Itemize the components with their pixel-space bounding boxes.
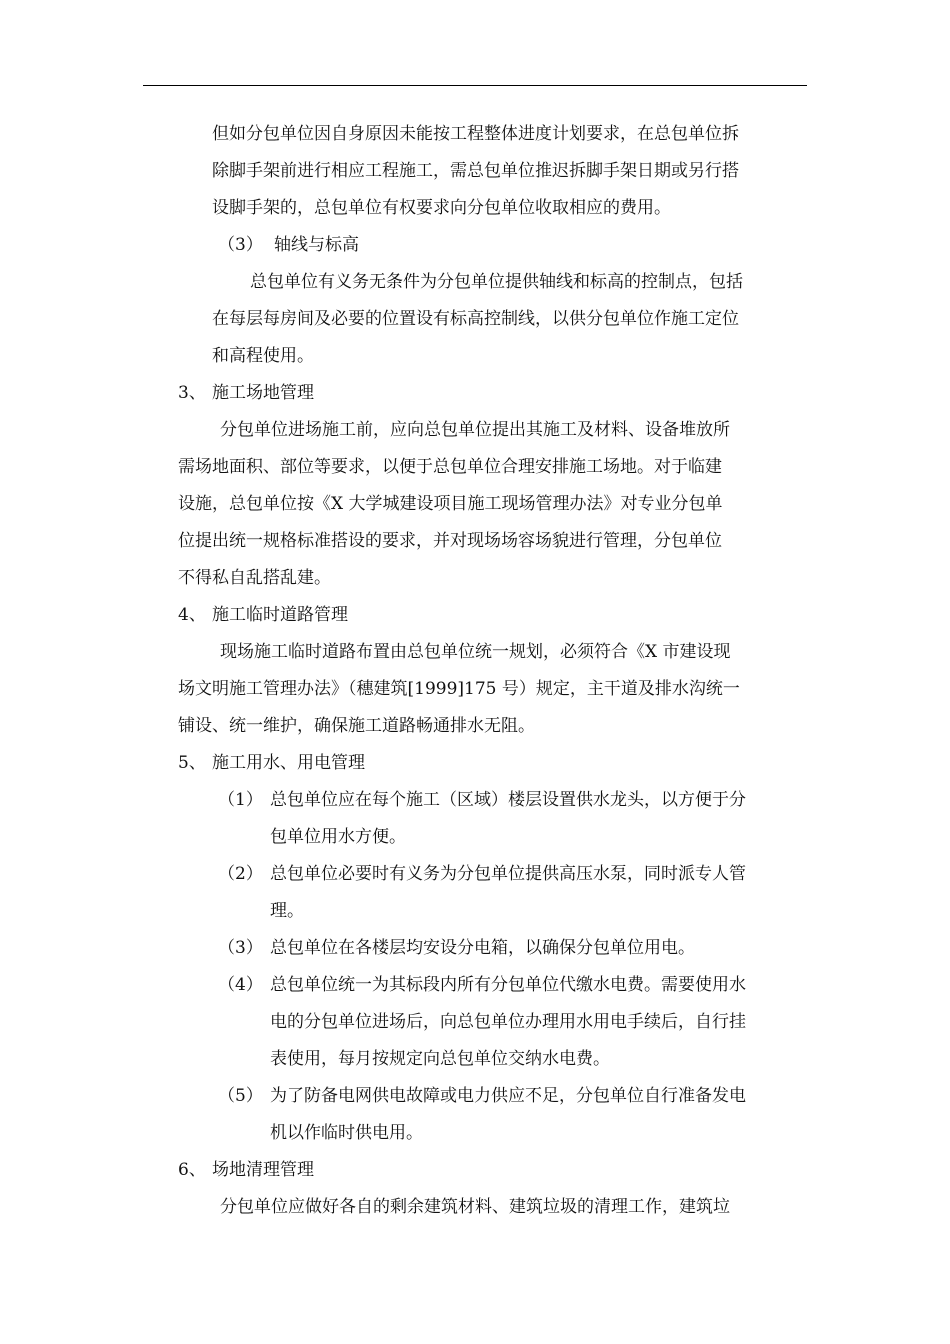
section-title: 施工用水、用电管理 [212, 753, 365, 773]
list-item: （2） 总包单位必要时有义务为分包单位提供高压水泵，同时派专人管 [178, 856, 818, 893]
paragraph-line: 铺设、统一维护，确保施工道路畅通排水无阻。 [178, 716, 535, 736]
section-heading [178, 745, 818, 782]
paragraph-line: 场文明施工管理办法》（穗建筑[1999]175 号）规定，主干道及排水沟统一 [178, 679, 740, 699]
paragraph-line: 不得私自乱搭乱建。 [178, 568, 331, 588]
document-body [178, 116, 818, 1226]
section-number: 4、 [178, 605, 206, 625]
paragraph-line: 位提出统一规格标准搭设的要求，并对现场场容场貌进行管理，分包单位 [178, 531, 722, 551]
paragraph-line: 分包单位进场施工前，应向总包单位提出其施工及材料、设备堆放所 [220, 420, 730, 440]
header-rule [143, 85, 807, 86]
section-title: 施工场地管理 [212, 383, 314, 403]
list-item-number: （3） [218, 938, 263, 958]
subsection-title: 轴线与标高 [274, 235, 359, 255]
section-heading [178, 1152, 818, 1189]
section-heading [178, 597, 818, 634]
list-item: （4） 总包单位统一为其标段内所有分包单位代缴水电费。需要使用水 [178, 967, 818, 1004]
paragraph-line: 和高程使用。 [212, 346, 314, 366]
paragraph-line: 分包单位应做好各自的剩余建筑材料、建筑垃圾的清理工作，建筑垃 [220, 1197, 730, 1217]
section-number: 3、 [178, 383, 206, 403]
section-number: 6、 [178, 1160, 206, 1180]
subsection-heading [178, 227, 818, 264]
paragraph-line: 但如分包单位因自身原因未能按工程整体进度计划要求，在总包单位拆 [212, 124, 739, 144]
paragraph-line: 总包单位有义务无条件为分包单位提供轴线和标高的控制点，包括 [250, 272, 743, 292]
list-item: （5） 为了防备电网供电故障或电力供应不足，分包单位自行准备发电 [178, 1078, 818, 1115]
list-item-continuation: 电的分包单位进场后，向总包单位办理用水用电手续后，自行挂 [270, 1012, 746, 1032]
list-item-continuation: 表使用，每月按规定向总包单位交纳水电费。 [270, 1049, 610, 1069]
list-item: （3） 总包单位在各楼层均安设分电箱，以确保分包单位用电。 [178, 930, 818, 967]
section-number: 5、 [178, 753, 206, 773]
list-item: （1） 总包单位应在每个施工（区域）楼层设置供水龙头，以方便于分 [178, 782, 818, 819]
section-heading [178, 375, 818, 412]
list-item-number: （1） [218, 790, 263, 810]
list-item-continuation: 包单位用水方便。 [270, 827, 406, 847]
list-item-number: （4） [218, 975, 263, 995]
list-item-continuation: 理。 [270, 901, 304, 921]
paragraph-line: 现场施工临时道路布置由总包单位统一规划，必须符合《X 市建设现 [220, 642, 731, 662]
section-title: 场地清理管理 [212, 1160, 314, 1180]
paragraph-line: 设脚手架的，总包单位有权要求向分包单位收取相应的费用。 [212, 198, 671, 218]
paragraph-line: 设施，总包单位按《X 大学城建设项目施工现场管理办法》对专业分包单 [178, 494, 723, 514]
paragraph-line: 在每层每房间及必要的位置设有标高控制线，以供分包单位作施工定位 [212, 309, 739, 329]
subsection-number: （3） [218, 235, 263, 255]
paragraph-line: 除脚手架前进行相应工程施工，需总包单位推迟拆脚手架日期或另行搭 [212, 161, 739, 181]
section-title: 施工临时道路管理 [212, 605, 348, 625]
list-item-continuation: 机以作临时供电用。 [270, 1123, 423, 1143]
list-item-number: （5） [218, 1086, 263, 1106]
list-item-number: （2） [218, 864, 263, 884]
paragraph-line: 需场地面积、部位等要求，以便于总包单位合理安排施工场地。对于临建 [178, 457, 722, 477]
